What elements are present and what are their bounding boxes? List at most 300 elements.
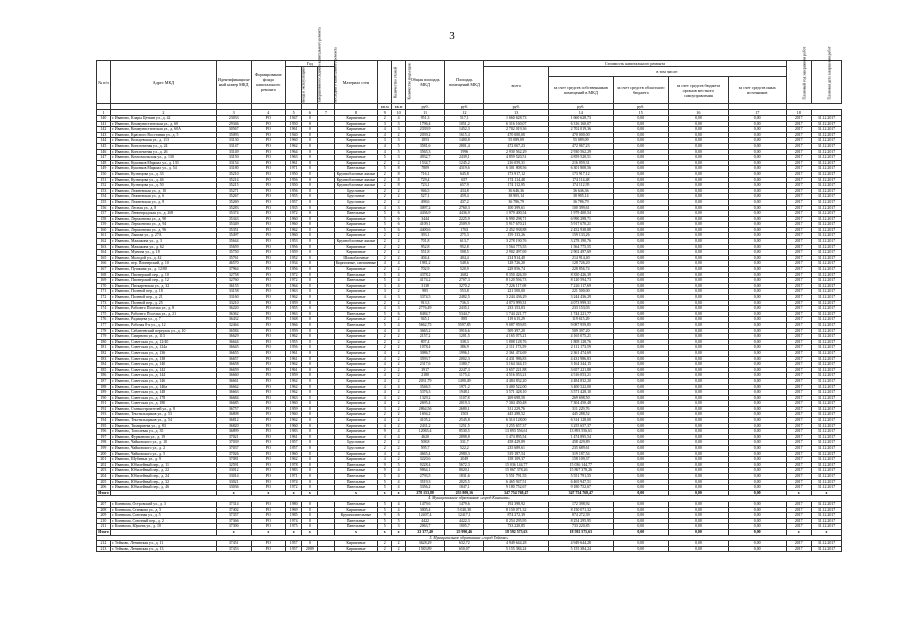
table-cell: 0,00 [613, 401, 668, 407]
table-cell: 0,00 [728, 311, 786, 317]
table-cell: 1960 [286, 401, 302, 407]
table-cell: РО [251, 345, 286, 351]
table-cell: 613,7 [445, 239, 484, 245]
table-cell: РО [251, 429, 286, 435]
table-cell: РО [251, 446, 286, 452]
table-cell: 1971 [286, 166, 302, 172]
table-cell: 0,00 [613, 429, 668, 435]
table-cell: 2017 [786, 283, 811, 289]
table-cell: Панельные [334, 485, 378, 491]
table-cell: 508,8 [406, 440, 445, 446]
table-cell: 146 [97, 149, 111, 155]
table-cell: 716,1 [406, 171, 445, 177]
table-cell: 5 020,30 [445, 507, 484, 513]
table-cell: 4 [378, 457, 392, 463]
column-number: 15 [613, 110, 668, 116]
table-cell: 508,5 [445, 250, 484, 256]
table-cell: 0,00 [668, 418, 728, 424]
column-number: 6 [302, 110, 318, 116]
table-cell: 0,00 [668, 132, 728, 138]
table-cell: 5 [378, 524, 392, 530]
table-cell: 0,00 [668, 211, 728, 217]
table-cell: 198 [97, 440, 111, 446]
table-cell: 1956 [286, 177, 302, 183]
table-cell: 36661 [216, 378, 251, 384]
table-cell: 4 [392, 474, 406, 480]
units-cell: руб. [613, 104, 668, 110]
table-cell: 192 [97, 406, 111, 412]
table-cell: 4 [378, 127, 392, 133]
table-cell: 2 [392, 334, 406, 340]
table-cell: 0 [302, 155, 318, 161]
table-cell: 2017 [786, 418, 811, 424]
table-cell: 2 [378, 160, 392, 166]
table-cell: РО [251, 479, 286, 485]
table-cell: 2801,4 [445, 143, 484, 149]
table-cell: 33036 [216, 485, 251, 491]
table-cell: 173 [97, 300, 111, 306]
table-cell: 2017 [786, 188, 811, 194]
table-cell: 12407,4 [406, 513, 445, 519]
table-cell: 437,2 [445, 199, 484, 205]
table-cell: 31.12.2017 [811, 468, 841, 474]
table-cell: 4 [378, 401, 392, 407]
table-cell: Шлакоблочные [334, 255, 378, 261]
table-cell: 0,00 [613, 334, 668, 340]
table-cell: 31.12.2017 [811, 356, 841, 362]
table-cell: 162 [97, 239, 111, 245]
table-cell: 31.12.2017 [811, 412, 841, 418]
table-cell: 31.12.2017 [811, 244, 841, 250]
table-cell: 36220 [216, 306, 251, 312]
table-cell: 2017 [786, 401, 811, 407]
table-cell: 31.12.2017 [811, 390, 841, 396]
table-cell: 15 867 378,26 [549, 468, 614, 474]
table-cell: 155 [97, 199, 111, 205]
table-cell: 1 564 775,55 [484, 244, 549, 250]
table-cell: 31.12.2017 [811, 429, 841, 435]
table-cell: 3 [392, 205, 406, 211]
table-cell: Кирпичные [334, 395, 378, 401]
header-cost-part: за счет средств иных источников [728, 77, 786, 104]
table-cell: 31.12.2017 [811, 132, 841, 138]
table-cell: 1981,2 [406, 261, 445, 267]
table-cell: 1969 [286, 507, 302, 513]
column-number: 17 [728, 110, 786, 116]
table-cell: 2017 [786, 485, 811, 491]
table-cell: 0 [302, 250, 318, 256]
units-cell: кв.м [392, 104, 406, 110]
table-cell: 311 229,76 [549, 406, 614, 412]
table-cell: г. Иваново, Чайковского ул., д. 5 [110, 451, 216, 457]
table-cell: 4 [378, 132, 392, 138]
table-cell: 0 [302, 345, 318, 351]
table-cell: 174 114,48 [549, 177, 614, 183]
table-cell: 0,00 [728, 401, 786, 407]
table-cell: 0,00 [613, 384, 668, 390]
table-cell: 0,00 [613, 289, 668, 295]
table-cell: 31.12.2017 [811, 406, 841, 412]
table-cell: 158 [97, 216, 111, 222]
table-cell: 0,00 [668, 127, 728, 133]
table-cell: 2017 [786, 524, 811, 530]
table-cell: 35269 [216, 199, 251, 205]
table-cell: РО [251, 211, 286, 217]
table-cell: 0,00 [613, 250, 668, 256]
table-cell: 952,8 [445, 244, 484, 250]
table-cell: 2017 [786, 227, 811, 233]
table-cell: 31.12.2017 [811, 278, 841, 284]
table-cell: 2 452 938,88 [484, 227, 549, 233]
table-cell: 174 112,95 [549, 183, 614, 189]
table-cell: 3086,7 [406, 350, 445, 356]
table-cell: 3 164 344,15 [484, 362, 549, 368]
table-cell: 0,00 [728, 541, 786, 547]
table-cell: 206 [97, 485, 111, 491]
table-cell: 0 [302, 211, 318, 217]
table-cell: 2017 [786, 384, 811, 390]
table-cell: г. Иваново, Рабочего Поселка ул., д. 8 [110, 306, 216, 312]
table-cell: 31.12.2017 [811, 177, 841, 183]
table-cell: 0 [302, 205, 318, 211]
table-cell: 159 133,26 [484, 233, 549, 239]
table-cell: 0 [302, 434, 318, 440]
table-cell: РО [251, 155, 286, 161]
table-cell: г. Иваново, Пионерский пер., д. 10 [110, 272, 216, 278]
table-cell: 2 [378, 446, 392, 452]
table-cell: Крупноблочные жилые [334, 171, 378, 177]
table-cell: 702,9 [406, 267, 445, 273]
table-cell: 1940 [286, 132, 302, 138]
table-cell: РО [251, 474, 286, 480]
table-cell: 164 [97, 250, 111, 256]
table-cell: 2017 [786, 328, 811, 334]
table-cell: 3519,3 [406, 479, 445, 485]
table-cell: 5 [392, 149, 406, 155]
table-cell: 9 180 752,67 [484, 485, 549, 491]
table-cell: 0,00 [728, 211, 786, 217]
table-cell: 2247,3 [445, 367, 484, 373]
table-cell: РО [251, 384, 286, 390]
table-cell: 2017 [786, 132, 811, 138]
table-cell: х [302, 490, 318, 496]
table-cell: 0,00 [668, 395, 728, 401]
table-cell: х [811, 490, 841, 496]
table-cell: 1 979 400,54 [484, 211, 549, 217]
table-cell: 37366 [216, 518, 251, 524]
table-cell: 1962 [286, 362, 302, 368]
table-cell: 3 244 436,29 [549, 295, 614, 301]
table-cell: 0,00 [613, 446, 668, 452]
table-cell: 0,00 [668, 155, 728, 161]
table-cell: 36645 [216, 345, 251, 351]
table-cell: 8484,7 [406, 311, 445, 317]
table-cell: 0,00 [728, 390, 786, 396]
header-label: завершения последнего капитального ремонта [317, 27, 322, 103]
table-cell: Кирпичные [334, 412, 378, 418]
table-cell: 150 [97, 171, 111, 177]
section-title: 5. Муниципальное образование «город Тейково» [97, 535, 842, 541]
table-cell: 0,00 [728, 233, 786, 239]
table-cell: 0,00 [668, 474, 728, 480]
table-cell: 4 [392, 272, 406, 278]
column-number: 9 [378, 110, 392, 116]
table-cell: 0,00 [668, 143, 728, 149]
table-cell: 0,00 [728, 384, 786, 390]
table-cell: 1957 [286, 446, 302, 452]
table-cell: 1961 [286, 127, 302, 133]
table-cell: Кирпичные [334, 300, 378, 306]
table-cell: 31.12.2017 [811, 423, 841, 429]
table-cell: 3 [392, 138, 406, 144]
table-cell: 2 [392, 362, 406, 368]
table-cell: г. Иваново, Советская ул., д. 146 [110, 378, 216, 384]
table-cell: 0,00 [668, 429, 728, 435]
table-cell: 4 073 999,31 [549, 300, 614, 306]
table-cell: 2017 [786, 160, 811, 166]
table-cell: 4 484 832,20 [549, 378, 614, 384]
table-cell: 2017 [786, 474, 811, 480]
table-cell: 216 059,31 [484, 160, 549, 166]
table-cell: г. Иваново, Смирнова ул., д. 113 [110, 334, 216, 340]
table-cell: РО [251, 457, 286, 463]
table-cell: 0,00 [668, 390, 728, 396]
table-cell: 2039,2 [406, 132, 445, 138]
table-cell: 0 [302, 132, 318, 138]
table-cell: 0 [302, 216, 318, 222]
table-cell: 736,3 [445, 300, 484, 306]
table-cell: 1078,4 [406, 345, 445, 351]
table-cell: 175 [97, 311, 111, 317]
table-cell: 2707,3 [445, 278, 484, 284]
table-cell: 4 [392, 468, 406, 474]
table-cell: 182 [97, 350, 111, 356]
table-cell: 8 254 295,95 [484, 518, 549, 524]
table-cell: 650,07 [445, 546, 484, 552]
table-cell: РО [251, 283, 286, 289]
header-cost-incl: в том числе: [549, 67, 787, 77]
table-cell: 2017 [786, 216, 811, 222]
table-cell: 5 [378, 211, 392, 217]
table-cell: 8 120 594,73 [484, 278, 549, 284]
table-cell: Панельные [334, 524, 378, 530]
table-cell: 3220,6 [406, 457, 445, 463]
table-cell: г. Иваново, Советская ул., д. 140 [110, 362, 216, 368]
table-cell: 1 979 400,54 [549, 211, 614, 217]
table-cell: 2 902 497,69 [549, 250, 614, 256]
table-cell: Кирпичные [334, 350, 378, 356]
table-cell: 1534,7 [406, 160, 445, 166]
table-cell: 6 [392, 513, 406, 519]
table-cell: 36812 [216, 418, 251, 424]
table-cell: 8 [392, 183, 406, 189]
table-cell: РО [251, 267, 286, 273]
column-number: 2 [110, 110, 216, 116]
table-cell: 0,00 [613, 116, 668, 122]
table-cell: 31.12.2017 [811, 462, 841, 468]
table-cell: 3374,5 [406, 295, 445, 301]
table-cell: 7 226 117,69 [549, 283, 614, 289]
table-cell: 46570 [216, 261, 251, 267]
table-cell: 0,00 [668, 244, 728, 250]
table-cell: 211 [97, 524, 111, 530]
table-cell: 2760,3 [445, 205, 484, 211]
table-cell: 0,00 [728, 199, 786, 205]
table-cell: 3 255 657,37 [484, 423, 549, 429]
table-cell: 31.12.2017 [811, 143, 841, 149]
table-cell: 3 [378, 289, 392, 295]
table-cell: 2 [378, 194, 392, 200]
table-cell: х [334, 529, 378, 535]
table-cell: 18 592 575,63 [549, 529, 614, 535]
table-cell: 35093 [216, 132, 251, 138]
table-cell: 4 [378, 384, 392, 390]
table-cell: 35271 [216, 188, 251, 194]
table-cell: 36432 [216, 317, 251, 323]
table-cell: 36685 [216, 401, 251, 407]
table-cell: 0 [302, 138, 318, 144]
table-cell: 1953 [286, 239, 302, 245]
table-cell: 2 [392, 250, 406, 256]
table-cell: 0,00 [728, 524, 786, 530]
table-cell: г. Тейково, Ленинская ул., д. 11 [110, 541, 216, 547]
table-cell: 12065,4 [406, 429, 445, 435]
table-cell: 1935 [286, 205, 302, 211]
table-cell: 2017 [786, 434, 811, 440]
table-cell: 221 500,00 [549, 289, 614, 295]
table-cell: 2439,1 [445, 155, 484, 161]
table-cell: 269 698,50 [484, 395, 549, 401]
table-cell: 31.12.2017 [811, 194, 841, 200]
table-cell: 37453 [216, 546, 251, 552]
table-cell: Крупнопанельные [334, 513, 378, 519]
table-cell: 0 [302, 485, 318, 491]
table-cell: 1329,2 [406, 395, 445, 401]
table-cell: 2 111 173,59 [549, 345, 614, 351]
table-cell: 0,00 [668, 188, 728, 194]
table-cell: 0 [302, 171, 318, 177]
table-cell: 55 089,09 [484, 138, 549, 144]
table-cell: 5 [378, 322, 392, 328]
table-cell: 154 [97, 194, 111, 200]
table-cell: 0,00 [668, 233, 728, 239]
table-cell: 1974 [286, 518, 302, 524]
table-cell: 0,00 [668, 406, 728, 412]
table-cell: Кирпичные [334, 306, 378, 312]
table-cell: 0,00 [613, 267, 668, 273]
table-cell: 0,00 [728, 255, 786, 261]
table-cell: 0,00 [613, 149, 668, 155]
table-cell: РО [251, 373, 286, 379]
table-cell: г. Иваново, Шубиных ул., д. 9 [110, 457, 216, 463]
table-cell: 2 930 562,29 [484, 149, 549, 155]
column-number: 10 [392, 110, 406, 116]
table-cell: 31.12.2017 [811, 116, 841, 122]
table-cell: 31.12.2017 [811, 541, 841, 547]
table-cell: г. Иваново, Куконков Маршал ул., д. 133 [110, 160, 216, 166]
units-cell: руб. [406, 104, 445, 110]
table-cell: 0,00 [613, 194, 668, 200]
units-cell: руб. [484, 104, 549, 110]
table-cell: 147 [97, 155, 111, 161]
table-cell: 5 [378, 518, 392, 524]
table-cell: 404,4 [445, 255, 484, 261]
table-cell: 199 [97, 446, 111, 452]
table-cell: 0,00 [728, 418, 786, 424]
table-cell: 174 114,48 [484, 177, 549, 183]
table-cell: 0,00 [728, 317, 786, 323]
table-cell: Кирпичные [334, 356, 378, 362]
table-cell: 0,00 [728, 479, 786, 485]
table-cell: 2482,5 [445, 295, 484, 301]
table-cell: 178 [97, 328, 111, 334]
header-cost-part: за счет средств областного бюджета [613, 77, 668, 104]
table-cell: г. Иваново, Конспектная ул., д. 26 [110, 149, 216, 155]
table-cell: 33149 [216, 149, 251, 155]
table-cell: РО [251, 462, 286, 468]
table-cell: 8530,5 [445, 429, 484, 435]
table-cell: 0,00 [728, 322, 786, 328]
table-cell: х [251, 529, 286, 535]
table-cell: 0 [302, 423, 318, 429]
table-cell: 1251,5 [445, 423, 484, 429]
table-cell: 0,00 [668, 227, 728, 233]
table-cell: 657,9 [445, 183, 484, 189]
table-cell: 1960 [286, 451, 302, 457]
table-cell: 1962 [286, 295, 302, 301]
table-cell: 0,00 [728, 367, 786, 373]
table-cell: х [334, 490, 378, 496]
table-cell: 0 [302, 378, 318, 384]
table-cell: РО [251, 261, 286, 267]
table-cell: 0,00 [668, 384, 728, 390]
table-cell: 657 [445, 177, 484, 183]
table-cell: 946,5 [406, 188, 445, 194]
table-cell: 2017 [786, 143, 811, 149]
table-cell: 31.12.2017 [811, 183, 841, 189]
table-cell: 9 180 752,67 [549, 485, 614, 491]
table-cell: 4 [392, 429, 406, 435]
table-cell: 0,00 [668, 278, 728, 284]
header-id: Идентификацион-ный номер МКД [216, 61, 251, 104]
table-cell: 0,00 [728, 250, 786, 256]
table-cell: г. Иваново, Текстильщиков ул., д. 53 [110, 412, 216, 418]
table-cell: 2017 [786, 183, 811, 189]
table-cell: 0 [302, 149, 318, 155]
table-cell: 31.12.2017 [811, 188, 841, 194]
table-cell: 0,00 [728, 328, 786, 334]
table-cell: 275,3 [445, 233, 484, 239]
table-cell: 2 702 019,36 [549, 127, 614, 133]
table-cell: 169 [97, 278, 111, 284]
table-cell: 0,00 [613, 546, 668, 552]
table-cell: РО [251, 233, 286, 239]
table-cell: 2 [392, 188, 406, 194]
table-cell: Кирпичные [334, 222, 378, 228]
table-cell: 0,00 [728, 300, 786, 306]
table-cell: 2017 [786, 317, 811, 323]
table-cell: 15 036 144,77 [549, 462, 614, 468]
table-cell: 33130 [216, 138, 251, 144]
table-cell: 0,00 [613, 155, 668, 161]
table-cell: 1961 [286, 160, 302, 166]
column-number: 5 [286, 110, 302, 116]
table-cell: 1 660 628,73 [484, 116, 549, 122]
table-cell: 2017 [786, 334, 811, 340]
table-cell: г. Иваново, Комсомольская ул., д. 130 [110, 155, 216, 161]
table-cell: 140 [97, 116, 111, 122]
table-cell: 15 036 144,77 [484, 462, 549, 468]
